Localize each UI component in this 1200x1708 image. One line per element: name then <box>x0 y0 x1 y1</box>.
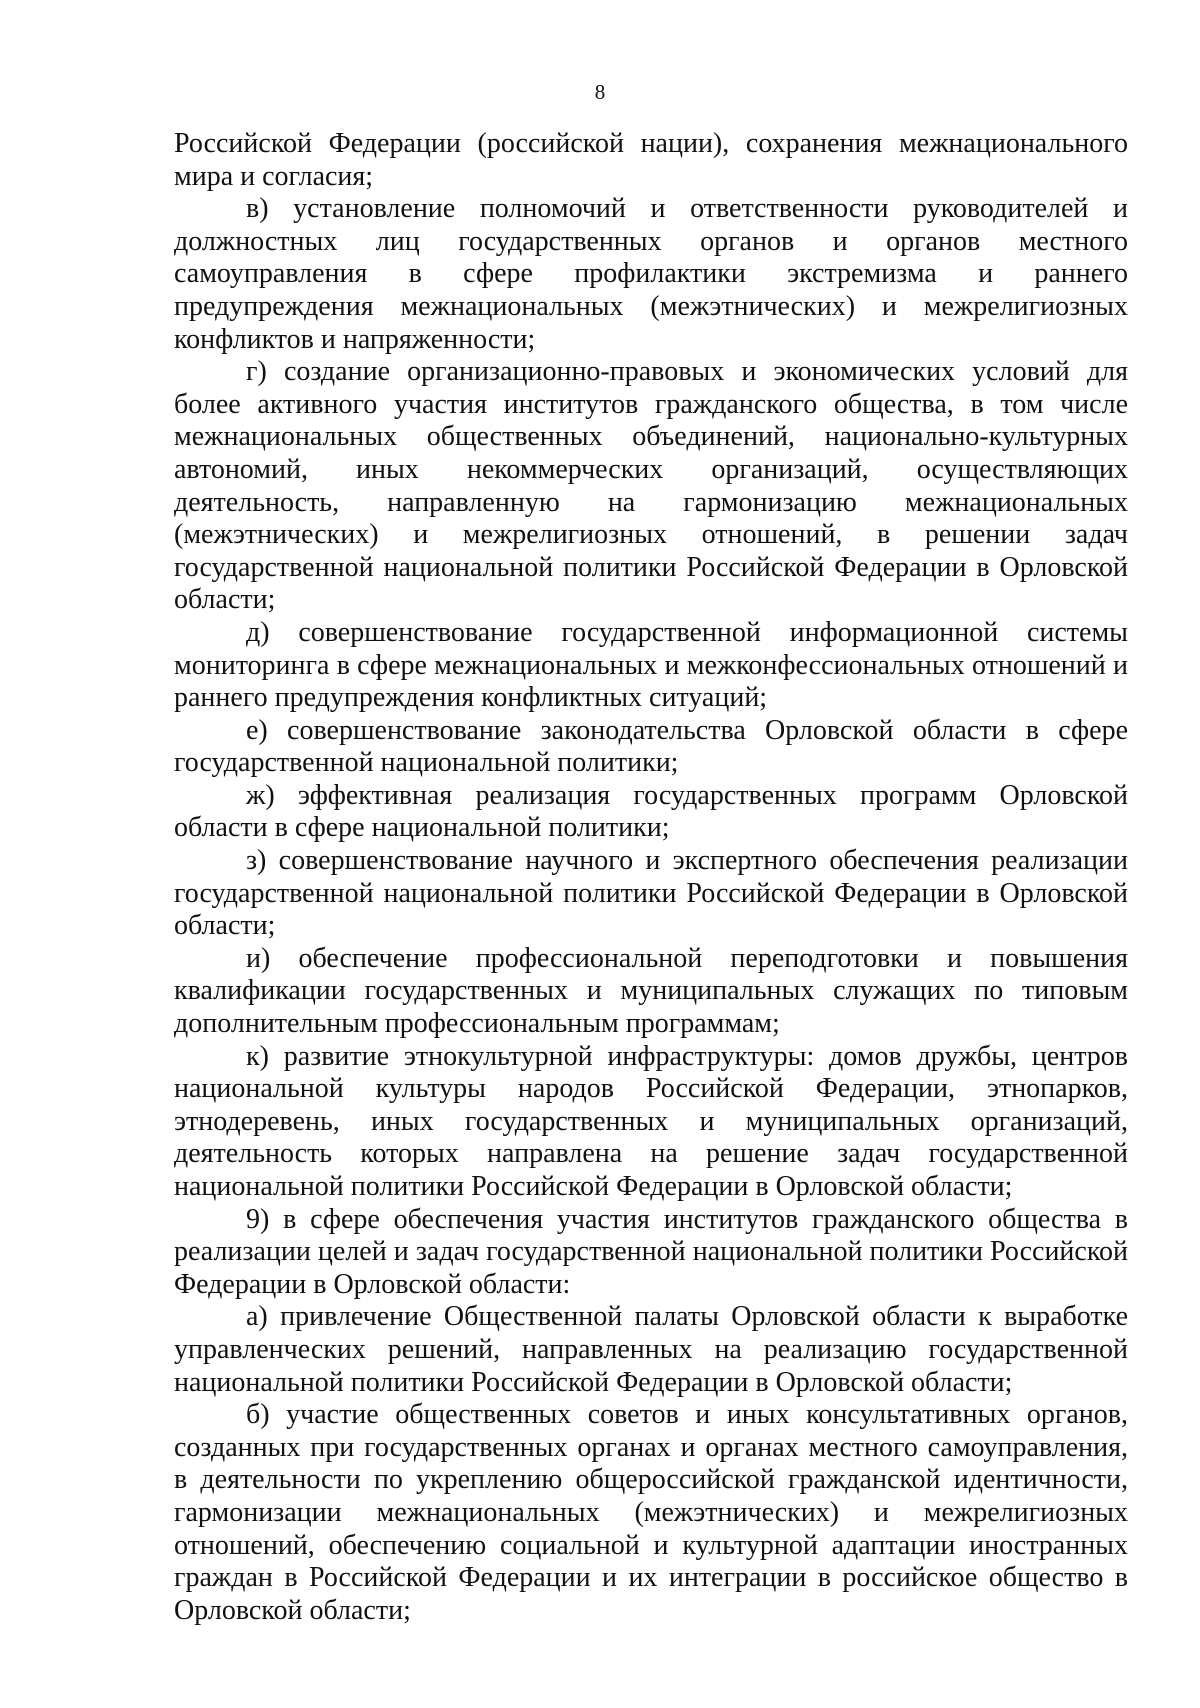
paragraph-item-e: е) совершенствование законодательства Орловской области в сфере государственной национальной политики; <box>174 714 1128 779</box>
document-body <box>174 128 1128 1627</box>
page-number: 8 <box>594 80 606 104</box>
paragraph-item-v: в) установление полномочий и ответственности руководителей и должностных лиц государственных органов и органов местного самоуправления в сфере профилактики экстремизма и раннего предупреждения межнациональных (межэтнических) и межрелигиозных конфликтов и напряженности; <box>174 193 1128 355</box>
paragraph-item-i: и) обеспечение профессиональной переподготовки и повышения квалификации государственных и муниципальных служащих по типовым дополнительным профессиональным программам; <box>174 942 1128 1040</box>
paragraph-item-z: з) совершенствование научного и экспертного обеспечения реализации государственной национальной политики Российской Федерации в Орловской области; <box>174 845 1128 942</box>
paragraph-section-9: 9) в сфере обеспечения участия институтов гражданского общества в реализации целей и задач государственной национальной политики Российской Федерации в Орловской области: <box>174 1203 1128 1300</box>
paragraph-item-g: г) создание организационно-правовых и экономических условий для более активного участия институтов гражданского общества, в том числе межнациональных общественных объединений, национально-культурных автономий, иных некоммерческих организаций, осуществляющих деятельность, направленную на гармонизацию межнациональных (межэтнических) и межрелигиозных отношений, в решении задач государственной национальной политики Российской Федерации в Орловской области; <box>174 356 1128 616</box>
paragraph-item-k: к) развитие этнокультурной инфраструктуры: домов дружбы, центров национальной культуры народов Российской Федерации, этнопарков, этнодеревень, иных государственных и муниципальных организаций, деятельность которых направлена на решение задач государственной национальной политики Российской Федерации в Орловской области; <box>174 1040 1128 1202</box>
paragraph-item-zh: ж) эффективная реализация государственных программ Орловской области в сфере национальной политики; <box>174 779 1128 844</box>
paragraph-item-a: а) привлечение Общественной палаты Орловской области к выработке управленческих решений, направленных на реализацию государственной национальной политики Российской Федерации в Орловской области; <box>174 1301 1128 1398</box>
paragraph-item-d: д) совершенствование государственной информационной системы мониторинга в сфере межнациональных и межконфессиональных отношений и раннего предупреждения конфликтных ситуаций; <box>174 616 1128 714</box>
paragraph-item-b: б) участие общественных советов и иных консультативных органов, созданных при государственных органах и органах местного самоуправления, в деятельности по укреплению общероссийской гражданской идентичности, гармонизации межнациональных (межэтнических) и межрелигиозных отношений, обеспечению социальной и культурной адаптации иностранных граждан в Российской Федерации и их интеграции в российское общество в Орловской области; <box>174 1399 1128 1626</box>
paragraph-continuation: Российской Федерации (российской нации), сохранения межнационального мира и согласия; <box>174 128 1128 192</box>
